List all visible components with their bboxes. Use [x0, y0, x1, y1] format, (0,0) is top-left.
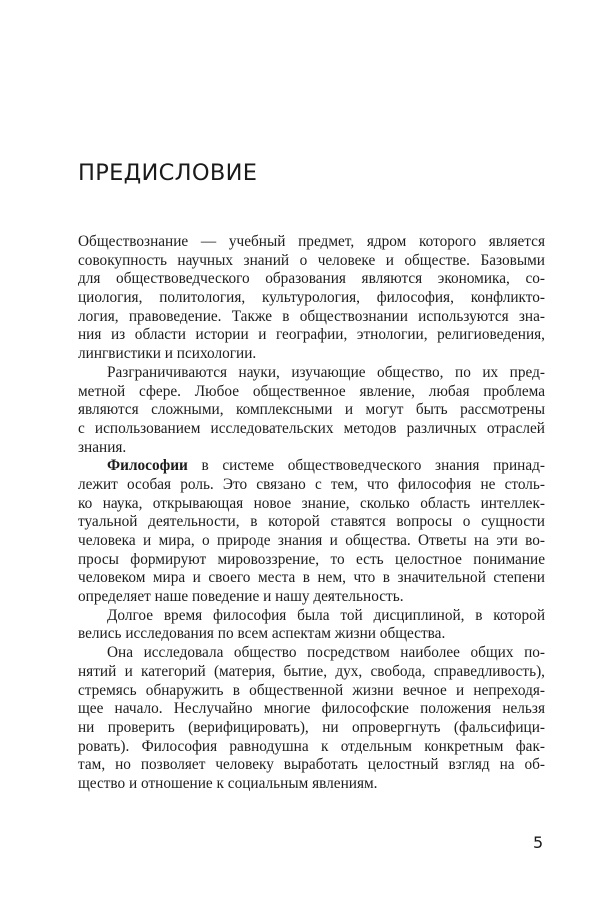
text-line	[78, 457, 545, 476]
paragraph	[78, 644, 545, 794]
text-line: для обществоведческого образования являются экономика, со-	[78, 270, 545, 288]
text-line: просы формируют мировоззрение, то есть целостное понимание	[78, 550, 545, 568]
bold-term: Философии	[107, 457, 188, 475]
text-line: ни проверить (верифицировать), ни опровергнуть (фальсифици-	[78, 718, 545, 736]
section-title: ПРЕДИСЛОВИЕ	[78, 160, 258, 186]
text-line: щее начало. Неслучайно многие философские положения нельзя	[78, 700, 545, 718]
text-line: человека и мира, о природе знания и общества. Ответы на эти во-	[78, 532, 545, 549]
text-line: велись исследования по всем аспектам жизни общества.	[78, 625, 446, 643]
text-line: ровать). Философия равнодушна к отдельным конкретным фак-	[78, 737, 545, 755]
paragraph	[78, 607, 545, 644]
text-line: ко наука, открывающая новое знание, сколько область интеллек-	[78, 494, 545, 512]
text-line: ния из области истории и географии, этнологии, религиоведения,	[78, 326, 545, 344]
text-line: метной сфере. Любое общественное явление, любая проблема	[78, 382, 545, 400]
text-line: Она исследовала общество посредством наиболее общих по-	[107, 644, 545, 662]
paragraph	[78, 233, 545, 364]
text-line: Разграничиваются науки, изучающие общество, по их пред-	[107, 363, 545, 381]
text-line: Обществознание — учебный предмет, ядром которого является	[78, 233, 545, 250]
paragraph	[78, 364, 545, 457]
text-line: стремясь обнаружить в общественной жизни вечное и непреходя-	[78, 681, 545, 699]
text-line: щество и отношение к социальным явлениям.	[78, 774, 378, 792]
body-text	[78, 233, 545, 794]
text-line: с использованием исследовательских методов различных отраслей	[78, 419, 545, 437]
text-line: логия, правоведение. Также в обществознании используются зна-	[78, 307, 545, 325]
text-line: знания.	[78, 438, 127, 456]
text-line: туальной деятельности, в которой ставятся вопросы о сущности	[78, 513, 545, 531]
text-line: циология, политология, культурология, философия, конфликто-	[78, 289, 545, 307]
text-line: лингвистики и психологии.	[78, 345, 257, 363]
text-line: определяет наше поведение и нашу деятельность.	[78, 588, 404, 606]
text-line: лежит особая роль. Это связано с тем, что философия не столь-	[78, 475, 545, 493]
page-number: 5	[533, 833, 544, 852]
text-line: являются сложными, комплексными и могут быть рассмотрены	[78, 401, 545, 419]
text-line: там, но позволяет человеку выработать целостный взгляд на об-	[78, 756, 545, 774]
text-line: человеком мира и своего места в нем, что в значительной степени	[78, 569, 545, 587]
text-line: Долгое время философия была той дисциплиной, в которой	[107, 606, 545, 624]
paragraph	[78, 457, 545, 607]
text-fragment: в системе обществоведческого знания принад-	[187, 457, 545, 475]
text-line: нятий и категорий (материя, бытие, дух, свобода, справедливость),	[78, 662, 545, 680]
text-line: совокупность научных знаний о человеке и обществе. Базовыми	[78, 251, 545, 269]
